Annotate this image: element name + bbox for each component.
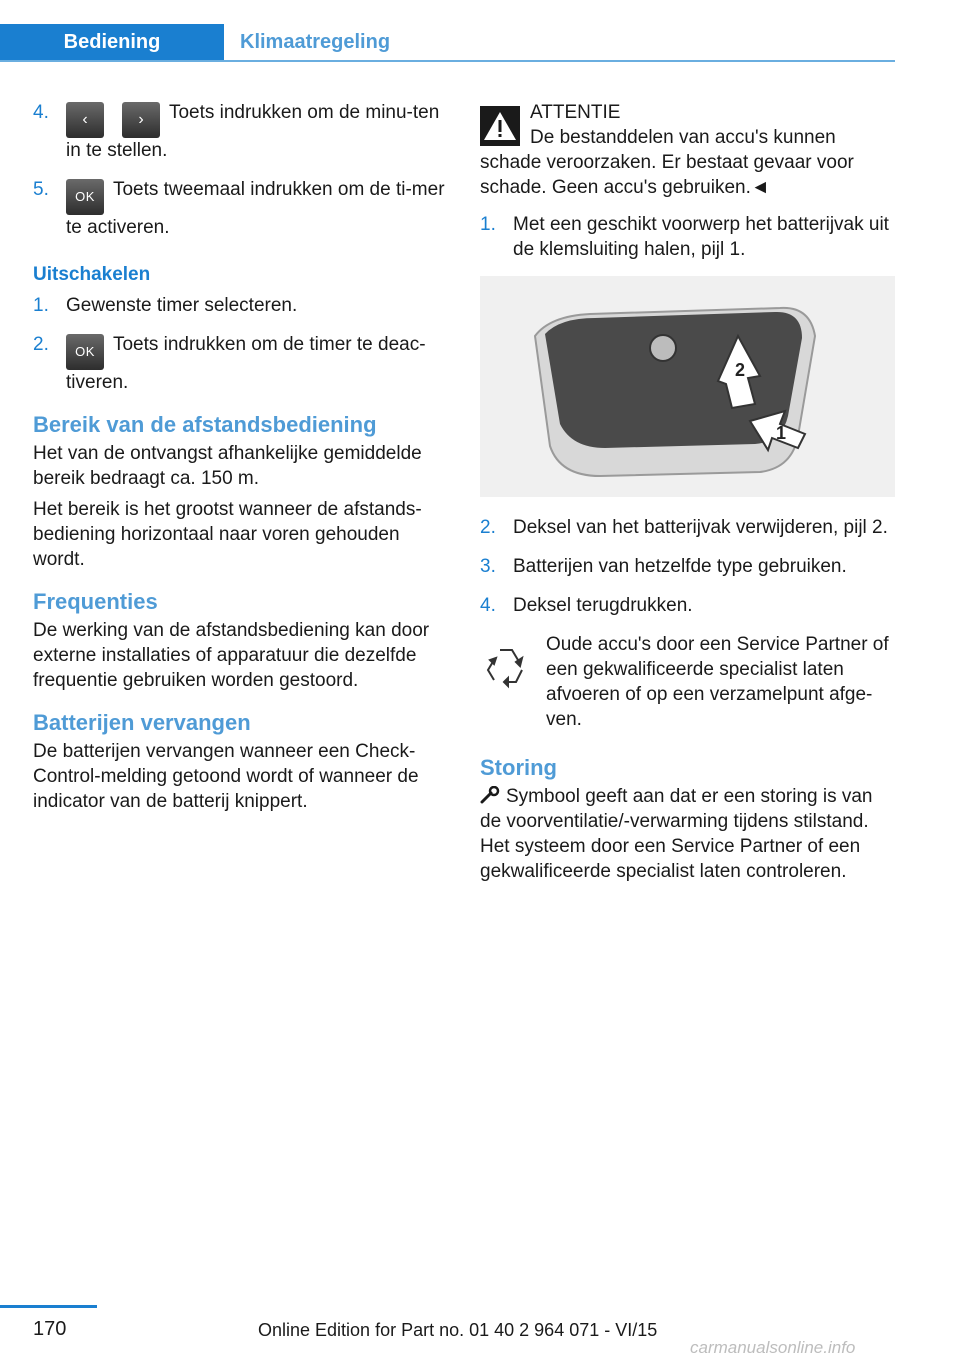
step-number: 1. [33,295,49,316]
step-number: 4. [480,595,496,616]
battery-step-3 [480,554,896,579]
battery-step-4 [480,593,896,618]
step-text: Toets indrukken om de timer te deac-tiveren. [66,334,426,393]
storing-heading: Storing [480,755,557,780]
warning-icon [480,106,520,146]
step-number: 2. [480,517,496,538]
key-battery-figure [480,276,895,497]
battery-step-2 [480,515,896,540]
batterijen-paragraph: De batterijen vervangen wanneer een Check-Control-melding getoond wordt of wanneer de indicator van de batterij knippert. [33,741,419,812]
header-divider [0,60,895,62]
off-step-1 [33,293,449,318]
step-number: 2. [33,334,49,355]
step-4 [33,100,449,163]
step-number: 3. [480,556,496,577]
figure-label-2: 2 [735,360,746,380]
battery-step-1 [480,212,896,262]
step-text: Batterijen van hetzelfde type gebruiken. [513,556,847,577]
warning-title: ATTENTIE [530,102,621,123]
right-column [480,100,896,890]
arrow-left-button-icon: ‹ [66,102,104,138]
arrow-right-button-icon: › [122,102,160,138]
warning-text: De bestanddelen van accu's kunnen schade veroorzaken. Er bestaat gevaar voor schade. Geen accu's gebruiken.◄ [480,127,854,198]
step-text: Deksel van het batterijvak verwijderen, pijl 2. [513,517,888,538]
step-number: 4. [33,102,49,123]
off-step-2 [33,332,449,395]
car-key-illustration [480,276,895,497]
bereik-heading: Bereik van de afstandsbediening [33,412,377,437]
step-5 [33,177,449,240]
batterijen-heading: Batterijen vervangen [33,710,251,735]
recycle-note [480,632,896,732]
left-column [33,100,449,820]
figure-label-1: 1 [776,423,787,443]
step-text: Met een geschikt voorwerp het batterijvak uit de klemsluiting halen, pijl 1. [513,214,889,260]
step-number: 5. [33,179,49,200]
page-number: 170 [33,1318,67,1340]
recycle-text: Oude accu's door een Service Partner of een gekwalificeerde specialist laten afvoeren of op een verzamelpunt afge-ven. [546,634,889,730]
step-text: Deksel terugdrukken. [513,595,693,616]
step-text: Toets indrukken om de minu-ten in te stellen. [66,102,440,161]
storing-paragraph [480,784,896,884]
step-text: Toets tweemaal indrukken om de ti-mer te activeren. [66,179,445,238]
bereik-paragraph-1: Het van de ontvangst afhankelijke gemiddelde bereik bedraagt ca. 150 m. [33,443,422,489]
watermark: carmanualsonline.info [690,1338,856,1357]
wrench-icon [480,786,500,804]
footer-divider [0,1305,97,1308]
tab-klimaatregeling[interactable]: Klimaatregeling [240,31,391,53]
step-number: 1. [480,214,496,235]
uitschakelen-heading: Uitschakelen [33,264,151,285]
step-text: Gewenste timer selecteren. [66,295,298,316]
bereik-paragraph-2: Het bereik is het grootst wanneer de afstands-bediening horizontaal naar voren gehouden wordt. [33,499,422,570]
recycle-icon [480,640,532,692]
warning-block [480,100,896,200]
frequenties-paragraph: De werking van de afstandsbediening kan door externe installaties of apparatuur die dezelfde frequentie gebruiken worden gestoord. [33,620,430,691]
storing-text: Symbool geeft aan dat er een storing is van de voorventilatie/-verwarming tijdens stilstand. Het systeem door een Service Partner of een gekwalificeerde specialist laten controleren. [480,786,873,882]
edition-text: Online Edition for Part no. 01 40 2 964 071 - VI/15 [258,1320,658,1340]
ok-button-icon: OK [66,334,104,370]
ok-button-icon: OK [66,179,104,215]
frequenties-heading: Frequenties [33,589,158,614]
tab-bediening[interactable]: Bediening [0,24,224,60]
header-bar [0,0,895,62]
